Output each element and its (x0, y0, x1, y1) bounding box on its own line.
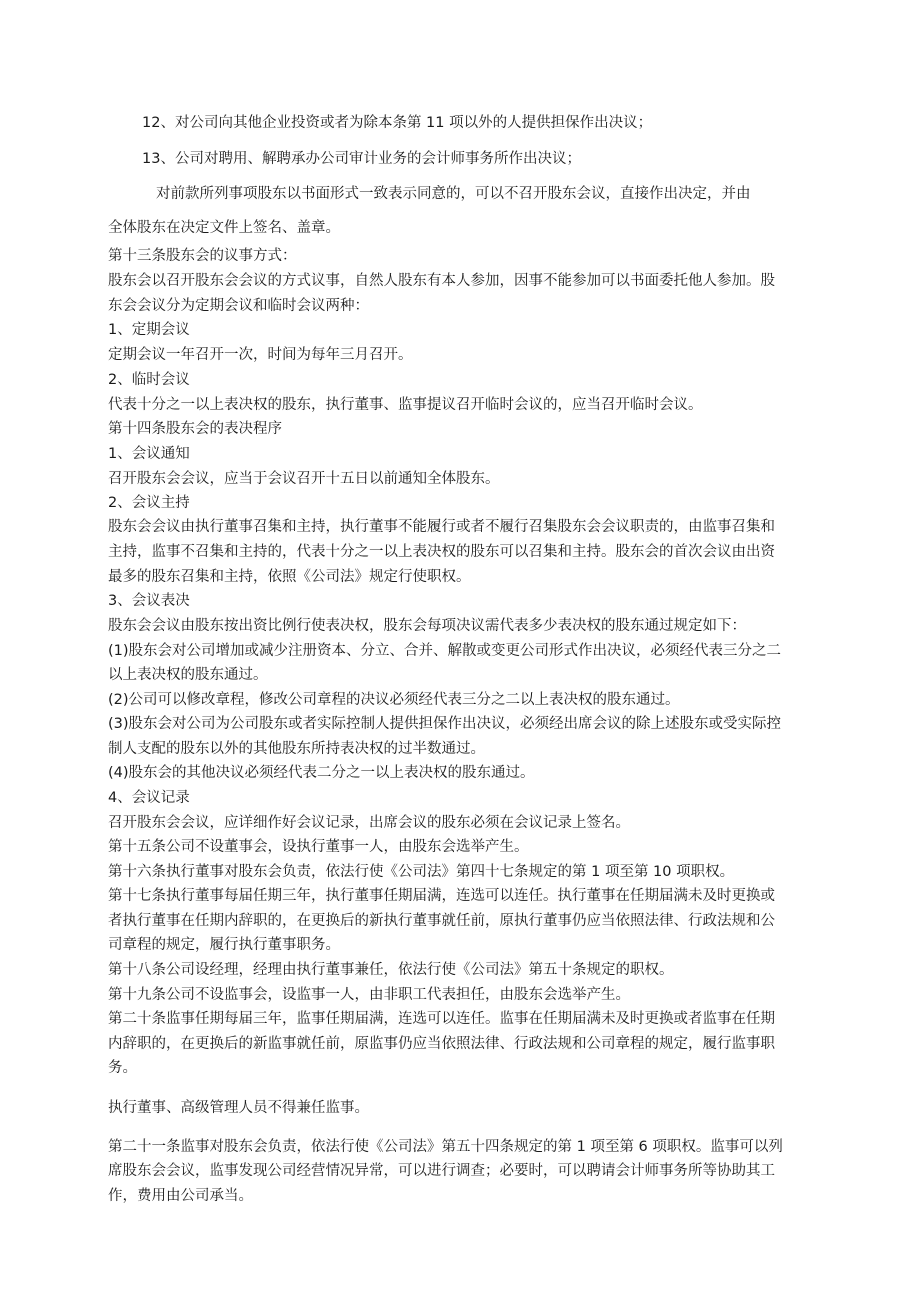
text-line: 以上表决权的股东通过。 (108, 667, 268, 683)
text-line: 3、会议表决 (108, 593, 190, 609)
text-line: 第二十条监事任期每届三年，监事任期届满，连选可以连任。监事在任期届满未及时更换或者监事在任期 (108, 1011, 775, 1027)
text-line: 2、临时会议 (108, 372, 190, 388)
text-line: 全体股东在决定文件上签名、盖章。 (108, 220, 340, 236)
text-line: 第十九条公司不设监事会，设监事一人，由非职工代表担任，由股东会选举产生。 (108, 987, 630, 1003)
text-line: 席股东会会议，监事发现公司经营情况异常，可以进行调查；必要时，可以聘请会计师事务所等协助其工 (108, 1163, 775, 1179)
text-line: 内辞职的，在更换后的新监事就任前，原监事仍应当依照法律、行政法规和公司章程的规定，履行监事职 (108, 1036, 775, 1052)
text-line: 务。 (108, 1060, 137, 1076)
text-line: 代表十分之一以上表决权的股东，执行董事、监事提议召开临时会议的，应当召开临时会议。 (108, 397, 703, 413)
text-line: 第十七条执行董事每届任期三年，执行董事任期届满，连选可以连任。执行董事在任期届满未及时更换或 (108, 888, 775, 904)
text-line: 股东会会议由执行董事召集和主持，执行董事不能履行或者不履行召集股东会会议职责的，由监事召集和 (108, 519, 775, 535)
text-line: (2)公司可以修改章程，修改公司章程的决议必须经代表三分之二以上表决权的股东通过。 (108, 692, 680, 708)
text-line: 对前款所列事项股东以书面形式一致表示同意的，可以不召开股东会议，直接作出决定，并由 (156, 186, 751, 202)
text-line: 最多的股东召集和主持，依照《公司法》规定行使职权。 (108, 569, 471, 585)
text-line: (4)股东会的其他决议必须经代表二分之一以上表决权的股东通过。 (108, 765, 535, 781)
text-line: 4、会议记录 (108, 790, 190, 806)
text-line: 2、会议主持 (108, 495, 190, 511)
text-line: 股东会以召开股东会会议的方式议事，自然人股东有本人参加，因事不能参加可以书面委托他人参加。股 (108, 273, 775, 289)
text-line: 东会会议分为定期会议和临时会议两种： (108, 298, 369, 314)
text-line: 司章程的规定，履行执行董事职务。 (108, 937, 340, 953)
text-line: (3)股东会对公司为公司股东或者实际控制人提供担保作出决议，必须经出席会议的除上述股东或受实际控 (108, 716, 782, 732)
text-line: 者执行董事在任期内辞职的，在更换后的新执行董事就任前，原执行董事仍应当依照法律、行政法规和公 (108, 913, 775, 929)
text-line: 1、定期会议 (108, 322, 190, 338)
text-line: 作，费用由公司承当。 (108, 1188, 253, 1204)
text-line: 股东会会议由股东按出资比例行使表决权，股东会每项决议需代表多少表决权的股东通过规定如下： (108, 618, 746, 634)
text-line: 定期会议一年召开一次，时间为每年三月召开。 (108, 347, 413, 363)
text-line: 12、对公司向其他企业投资或者为除本条第 11 项以外的人提供担保作出决议； (142, 115, 653, 131)
text-line: 第十三条股东会的议事方式： (108, 248, 297, 264)
text-line: 召开股东会会议，应当于会议召开十五日以前通知全体股东。 (108, 471, 500, 487)
text-line: (1)股东会对公司增加或减少注册资本、分立、合并、解散或变更公司形式作出决议，必须经代表三分之二 (108, 643, 782, 659)
text-line: 召开股东会会议，应详细作好会议记录，出席会议的股东必须在会议记录上签名。 (108, 815, 630, 831)
text-line: 13、公司对聘用、解聘承办公司审计业务的会计师事务所作出决议； (142, 151, 581, 167)
text-line: 第十五条公司不设董事会，设执行董事一人，由股东会选举产生。 (108, 839, 529, 855)
text-line: 制人支配的股东以外的其他股东所持表决权的过半数通过。 (108, 741, 485, 757)
text-line: 第十四条股东会的表决程序 (108, 421, 282, 437)
text-line: 主持，监事不召集和主持的，代表十分之一以上表决权的股东可以召集和主持。股东会的首次会议由出资 (108, 544, 775, 560)
text-line: 1、会议通知 (108, 446, 190, 462)
text-line: 第二十一条监事对股东会负责，依法行使《公司法》第五十四条规定的第 1 项至第 6 项职权。监事可以列 (108, 1139, 783, 1155)
text-line: 第十八条公司设经理，经理由执行董事兼任，依法行使《公司法》第五十条规定的职权。 (108, 962, 674, 978)
text-line: 第十六条执行董事对股东会负责，依法行使《公司法》第四十七条规定的第 1 项至第 10 项职权。 (108, 864, 735, 880)
text-line: 执行董事、高级管理人员不得兼任监事。 (108, 1100, 369, 1116)
